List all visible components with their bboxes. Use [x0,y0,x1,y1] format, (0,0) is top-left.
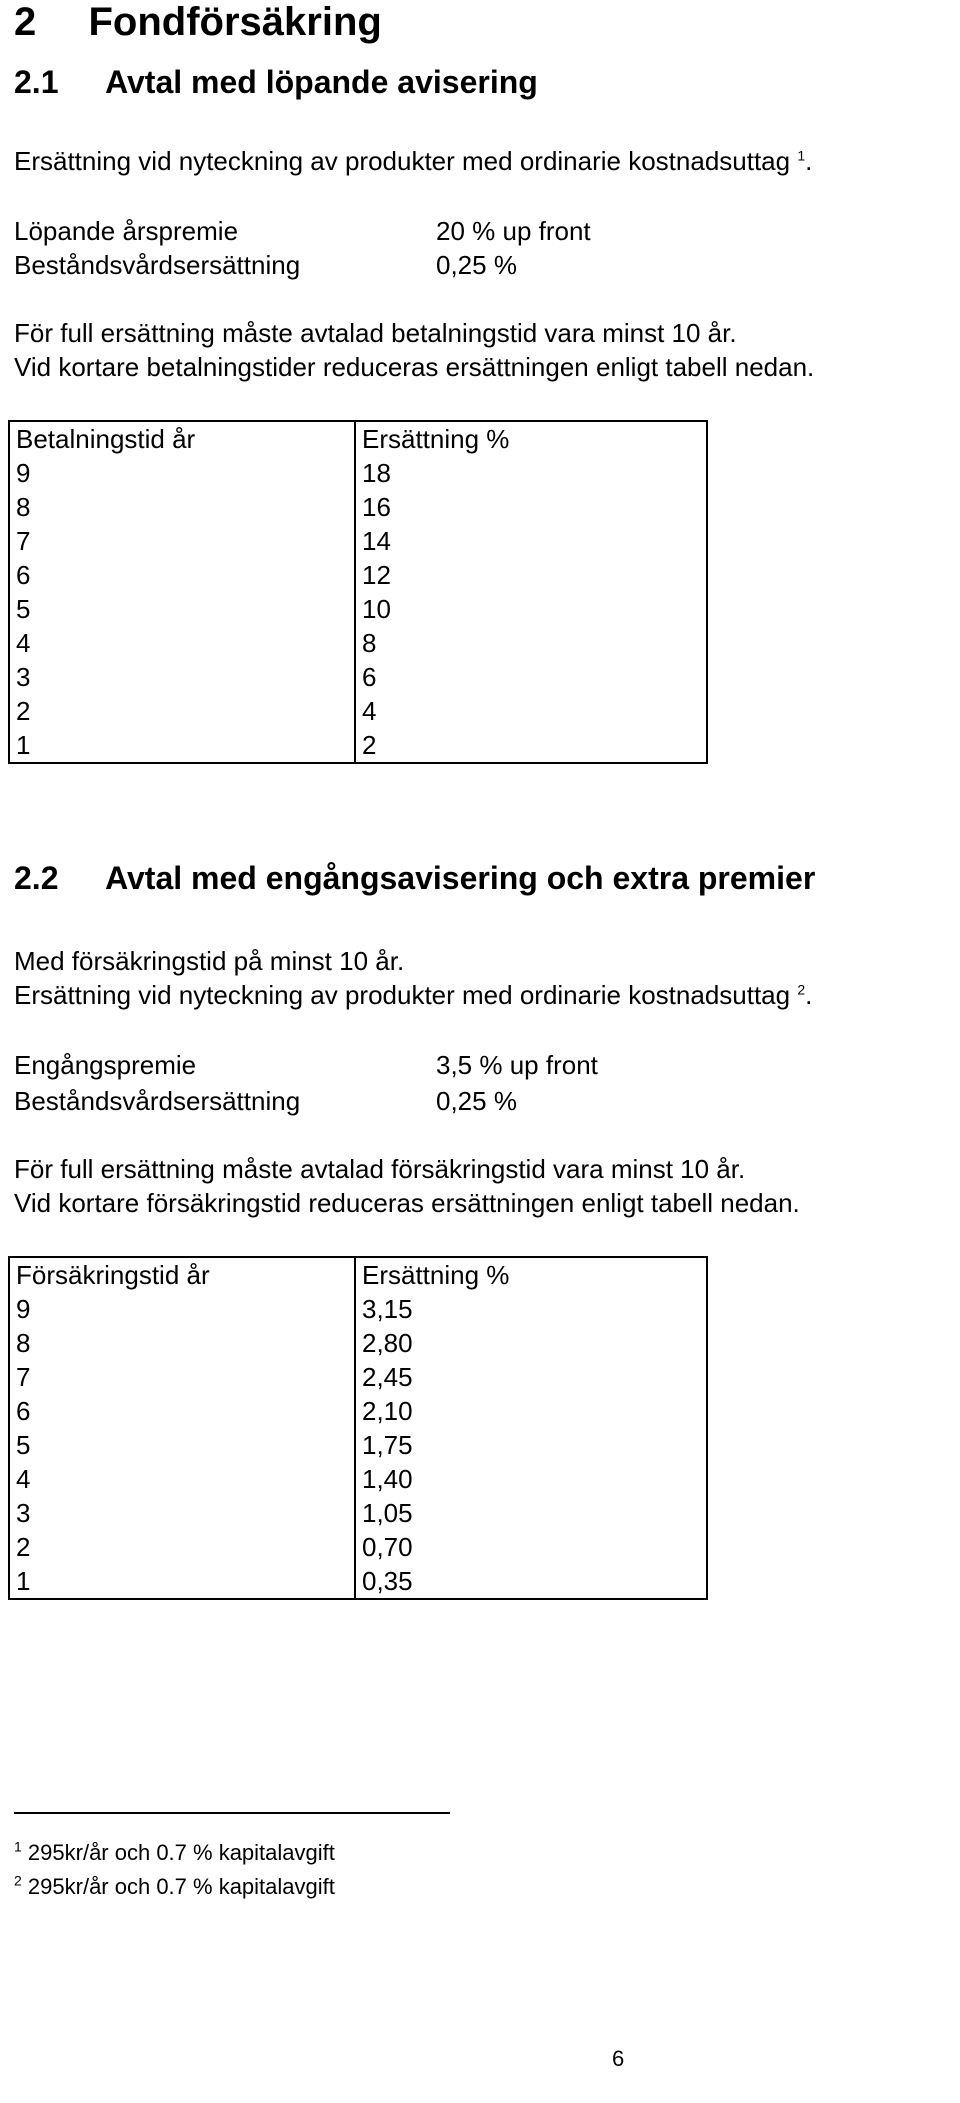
reduction-table-2-1 [8,420,708,764]
table-cell: 3 [9,660,355,694]
table-cell: 1 [9,728,355,763]
footnote-separator [14,1812,450,1814]
table-row [9,660,707,694]
rate-row: Löpande årspremie [14,216,239,246]
table-header-cell: Betalningstid år [9,421,355,456]
table-cell: 9 [9,1292,355,1326]
rate-value: 20 % up front [436,216,591,246]
table-cell: 6 [355,660,707,694]
table-cell: 4 [355,694,707,728]
section-heading-2-1 [14,64,538,100]
table-row [9,728,707,763]
rate-value: 0,25 % [436,250,517,280]
table-cell: 2,80 [355,1326,707,1360]
table-cell: 1,40 [355,1462,707,1496]
table-header-row [9,1257,707,1292]
table-header-cell: Ersättning % [355,421,707,456]
table-cell: 2 [9,1530,355,1564]
table-cell: 12 [355,558,707,592]
intro-paragraph-2-1: Ersättning vid nyteckning av produkter med ordinarie kostnadsuttag $^1$. [14,146,813,176]
table-cell: 8 [355,626,707,660]
table-cell: 4 [9,626,355,660]
rate-value: 0,25 % [436,1086,517,1116]
table-row [9,1326,707,1360]
table-row [9,524,707,558]
table-row [9,626,707,660]
footnote: $^2$ 295kr/år och 0.7 % kapitalavgift [14,1872,335,1899]
table-header-row [9,421,707,456]
table-cell: 10 [355,592,707,626]
section-number: 2.1 [14,64,59,100]
table-cell: 0,70 [355,1530,707,1564]
table-row [9,490,707,524]
section-title: Avtal med löpande avisering [105,64,538,100]
table-cell: 2 [355,728,707,763]
page-number: 6 [612,2046,625,2071]
table-row [9,1462,707,1496]
table-cell: 14 [355,524,707,558]
table-header-cell: Ersättning % [355,1257,707,1292]
chapter-heading [14,0,382,44]
table-row [9,456,707,490]
note-line: Vid kortare betalningstider reduceras ersättningen enligt tabell nedan. [14,352,815,382]
table-cell: 18 [355,456,707,490]
table-cell: 16 [355,490,707,524]
table-cell: 4 [9,1462,355,1496]
table-cell: 8 [9,490,355,524]
table-cell: 3 [9,1496,355,1530]
table-cell: 6 [9,558,355,592]
section-number: 2.2 [14,860,59,896]
table-row [9,1428,707,1462]
rate-row: Engångspremie [14,1050,197,1080]
table-row [9,694,707,728]
table-row [9,1496,707,1530]
table-row [9,592,707,626]
table-row [9,1564,707,1599]
table-cell: 7 [9,524,355,558]
table-header-cell: Försäkringstid år [9,1257,355,1292]
footnote-ref: 2 [797,981,806,998]
table-row [9,1292,707,1326]
table-cell: 5 [9,592,355,626]
section-title: Avtal med engångsavisering och extra premier [105,860,816,896]
note-line: För full ersättning måste avtalad försäkringstid vara minst 10 år. [14,1154,746,1184]
table-cell: 5 [9,1428,355,1462]
table-row [9,1530,707,1564]
table-cell: 8 [9,1326,355,1360]
table-cell: 6 [9,1394,355,1428]
rate-value: 3,5 % up front [436,1050,598,1080]
chapter-number: 2 [14,0,37,44]
table-cell: 3,15 [355,1292,707,1326]
reduction-table-2-2 [8,1256,708,1600]
rate-row: Beståndsvårdsersättning [14,250,301,280]
table-row [9,1360,707,1394]
table-cell: 1,05 [355,1496,707,1530]
note-line: För full ersättning måste avtalad betalningstid vara minst 10 år. [14,318,737,348]
chapter-title: Fondförsäkring [88,0,382,44]
term-line: Med försäkringstid på minst 10 år. [14,946,405,976]
table-cell: 0,35 [355,1564,707,1599]
intro-paragraph-2-2: Ersättning vid nyteckning av produkter med ordinarie kostnadsuttag $^2$. [14,980,813,1010]
table-cell: 2,45 [355,1360,707,1394]
table-row [9,1394,707,1428]
table-cell: 2 [9,694,355,728]
table-row [9,558,707,592]
rate-row: Beståndsvårdsersättning [14,1086,301,1116]
table-cell: 7 [9,1360,355,1394]
table-cell: 1,75 [355,1428,707,1462]
table-cell: 9 [9,456,355,490]
table-cell: 2,10 [355,1394,707,1428]
table-cell: 1 [9,1564,355,1599]
note-line: Vid kortare försäkringstid reduceras ersättningen enligt tabell nedan. [14,1188,800,1218]
footnote-ref: 1 [797,147,806,164]
section-heading-2-2 [14,860,815,896]
footnote: $^1$ 295kr/år och 0.7 % kapitalavgift [14,1838,335,1865]
